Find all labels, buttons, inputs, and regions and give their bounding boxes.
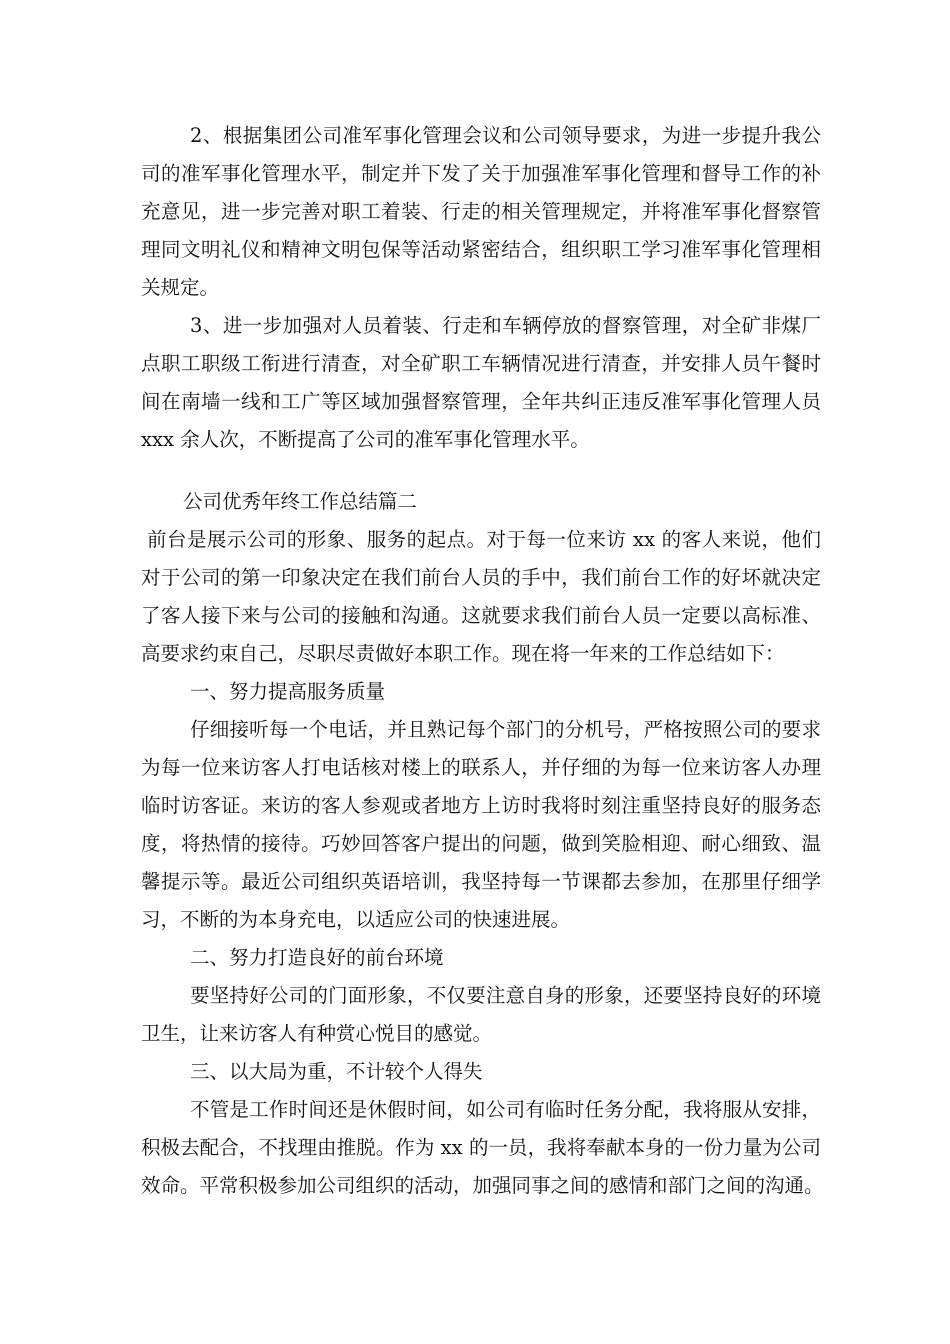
paragraph-item2-line: 司的准军事化管理水平，制定并下发了关于加强准军事化管理和督导工作的补 xyxy=(141,162,821,185)
body1-line: 习，不断的为本身充电，以适应公司的快速进展。 xyxy=(141,908,571,931)
intro-line: 对于公司的第一印象决定在我们前台人员的手中，我们前台工作的好坏就决定 xyxy=(141,566,821,589)
body3-line: 不管是工作时间还是休假时间，如公司有临时任务分配，我将服从安排， xyxy=(190,1098,821,1121)
body3-line: 效命。平常积极参加公司组织的活动，加强同事之间的感情和部门之间的沟通。 xyxy=(141,1174,824,1197)
paragraph-item2-line: 充意见，进一步完善对职工着装、行走的相关管理规定，并将准军事化督察管 xyxy=(141,200,821,223)
heading-front-desk-environment: 二、努力打造良好的前台环境 xyxy=(190,946,444,969)
paragraph-item2-line: 理同文明礼仪和精神文明包保等活动紧密结合，组织职工学习准军事化管理相 xyxy=(141,238,821,261)
paragraph-item2-line: 2、根据集团公司准军事化管理会议和公司领导要求，为进一步提升我公 xyxy=(190,124,821,147)
paragraph-item2-line: 关规定。 xyxy=(141,276,220,299)
section-title: 公司优秀年终工作总结篇二 xyxy=(183,490,418,513)
body1-line: 度，将热情的接待。巧妙回答客户提出的问题，做到笑脸相迎、耐心细致、温 xyxy=(141,832,821,855)
body2-line: 要坚持好公司的门面形象，不仅要注意自身的形象，还要坚持良好的环境 xyxy=(190,984,821,1007)
intro-line: 前台是展示公司的形象、服务的起点。对于每一位来访 xx 的客人来说，他们 xyxy=(147,528,821,551)
paragraph-item3-line: 点职工职级工衔进行清查，对全矿职工车辆情况进行清查，并安排人员午餐时 xyxy=(141,352,821,375)
intro-line: 高要求约束自己，尽职尽责做好本职工作。现在将一年来的工作总结如下： xyxy=(141,642,785,665)
body1-line: 为每一位来访客人打电话核对楼上的联系人，并仔细的为每一位来访客人办理 xyxy=(141,756,821,779)
paragraph-item3-line: 3、进一步加强对人员着装、行走和车辆停放的督察管理，对全矿非煤厂 xyxy=(190,314,821,337)
body3-line: 积极去配合，不找理由推脱。作为 xx 的一员，我将奉献本身的一份力量为公司 xyxy=(141,1136,821,1159)
body1-line: 仔细接听每一个电话，并且熟记每个部门的分机号，严格按照公司的要求 xyxy=(190,718,821,741)
paragraph-item3-line: 间在南墙一线和工广等区域加强督察管理，全年共纠正违反准军事化管理人员 xyxy=(141,390,821,413)
body1-line: 馨提示等。最近公司组织英语培训，我坚持每一节课都去参加，在那里仔细学 xyxy=(141,870,821,893)
body1-line: 临时访客证。来访的客人参观或者地方上访时我将时刻注重坚持良好的服务态 xyxy=(141,794,821,817)
intro-line: 了客人接下来与公司的接触和沟通。这就要求我们前台人员一定要以高标准、 xyxy=(141,604,821,627)
paragraph-item3-line: xxx 余人次，不断提高了公司的准军事化管理水平。 xyxy=(141,428,590,451)
heading-service-quality: 一、努力提高服务质量 xyxy=(190,680,386,703)
body2-line: 卫生，让来访客人有种赏心悦目的感觉。 xyxy=(141,1022,493,1045)
heading-overall-interest: 三、以大局为重，不计较个人得失 xyxy=(190,1060,483,1083)
